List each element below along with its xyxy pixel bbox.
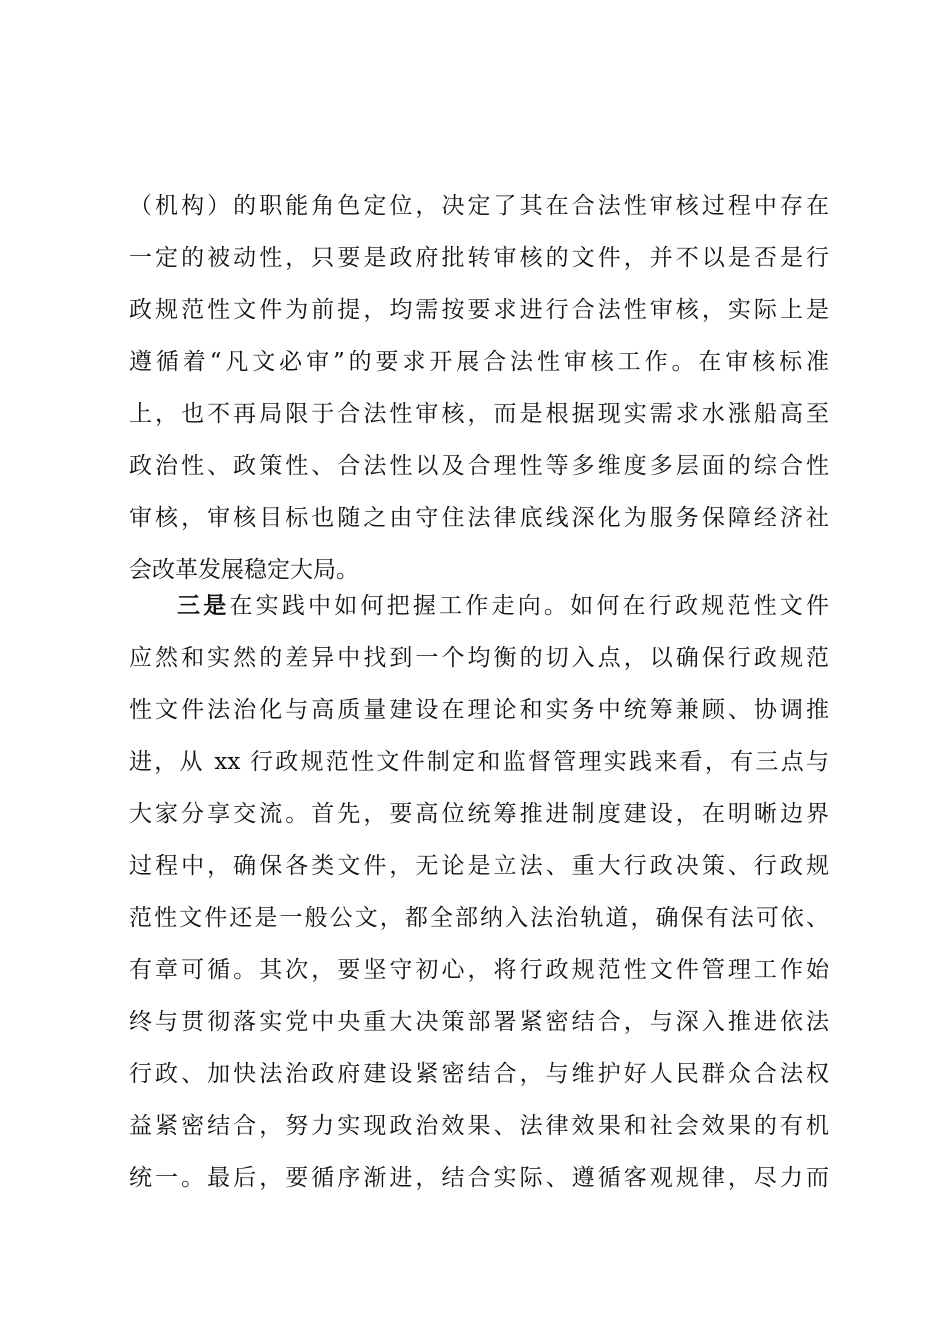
- paragraph-2-lead-bold: 三是: [177, 592, 230, 619]
- paragraph-1-line: 遵循着“凡文必审”的要求开展合法性审核工作。在审核标准: [129, 349, 829, 375]
- paragraph-2-line: 统一。最后，要循序渐进，结合实际、遵循客观规律，尽力而: [129, 1165, 829, 1191]
- paragraph-2-line: 应然和实然的差异中找到一个均衡的切入点，以确保行政规范: [129, 645, 829, 671]
- paragraph-2-first-rest: 在实践中如何把握工作走向。如何在行政规范性文件: [229, 593, 830, 619]
- paragraph-2-line: 范性文件还是一般公文，都全部纳入法治轨道，确保有法可依、: [129, 905, 829, 931]
- paragraph-2-line: 有章可循。其次，要坚守初心，将行政规范性文件管理工作始: [129, 957, 829, 983]
- paragraph-2-line: 益紧密结合，努力实现政治效果、法律效果和社会效果的有机: [129, 1113, 829, 1139]
- paragraph-2-line: 性文件法治化与高质量建设在理论和实务中统筹兼顾、协调推: [129, 697, 829, 723]
- paragraph-1-line: 政治性、政策性、合法性以及合理性等多维度多层面的综合性: [129, 453, 829, 479]
- paragraph-2-line: 大家分享交流。首先，要高位统筹推进制度建设，在明晰边界: [129, 801, 829, 827]
- paragraph-1-line: 上，也不再局限于合法性审核，而是根据现实需求水涨船高至: [129, 401, 829, 427]
- paragraph-2-line: 终与贯彻落实党中央重大决策部署紧密结合，与深入推进依法: [129, 1009, 829, 1035]
- paragraph-1-line: 一定的被动性，只要是政府批转审核的文件，并不以是否是行: [129, 245, 829, 271]
- paragraph-1-line: （机构）的职能角色定位，决定了其在合法性审核过程中存在: [129, 193, 829, 219]
- paragraph-2-first-line: [177, 586, 829, 626]
- paragraph-1-line: 政规范性文件为前提，均需按要求进行合法性审核，实际上是: [129, 297, 829, 323]
- paragraph-1-line: 会改革发展稳定大局。: [129, 557, 359, 583]
- paragraph-2-line: 进，从 xx 行政规范性文件制定和监督管理实践来看，有三点与: [129, 749, 829, 775]
- paragraph-2-line: 行政、加快法治政府建设紧密结合，与维护好人民群众合法权: [129, 1061, 829, 1087]
- paragraph-2-line: 过程中，确保各类文件，无论是立法、重大行政决策、行政规: [129, 853, 829, 879]
- paragraph-1-line: 审核，审核目标也随之由守住法律底线深化为服务保障经济社: [129, 505, 829, 531]
